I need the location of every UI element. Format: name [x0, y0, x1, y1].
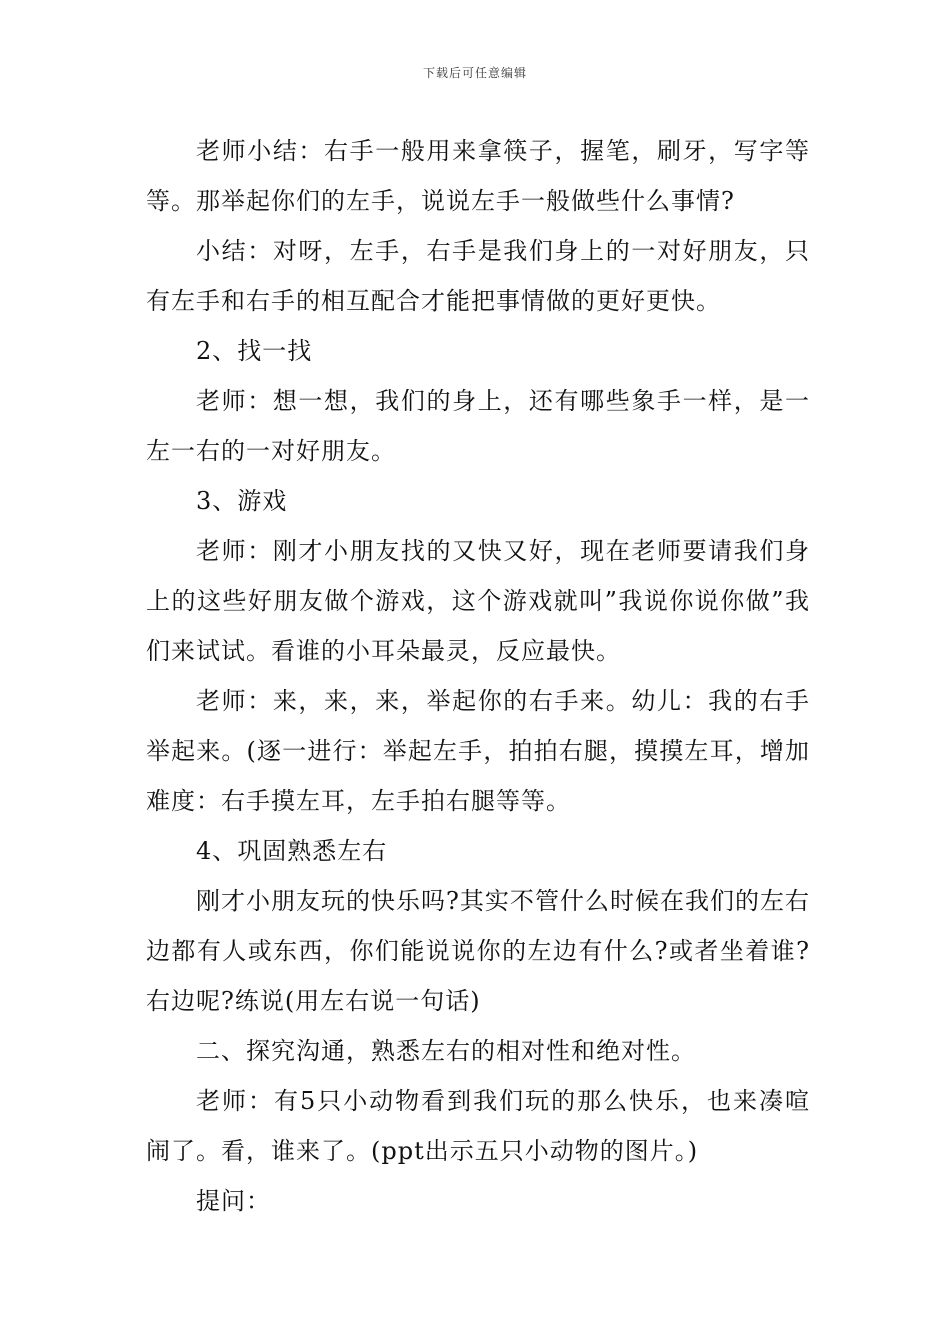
paragraph-teacher-come: 老师：来，来，来，举起你的右手来。幼儿：我的右手举起来。(逐一进行：举起左手，拍拍右腿，摸摸左耳，增加难度：右手摸左耳，左手拍右腿等等。: [146, 687, 810, 815]
paragraph-teacher-animals: 老师：有5只小动物看到我们玩的那么快乐，也来凑喧闹了。看，谁来了。(ppt出示五只小动物的图片。): [146, 1087, 810, 1165]
paragraph-summary: 小结：对呀，左手，右手是我们身上的一对好朋友，只有左手和右手的相互配合才能把事情做的更好更快。: [146, 237, 810, 315]
section-heading-game: 3、游戏: [196, 487, 288, 515]
page-header-note: 下载后可任意编辑: [422, 66, 527, 80]
section-heading-find: 2、找一找: [196, 337, 313, 365]
document-body: [146, 126, 810, 1226]
section-heading-consolidate: 4、巩固熟悉左右: [196, 837, 388, 865]
paragraph-teacher-think: 老师：想一想，我们的身上，还有哪些象手一样，是一左一右的一对好朋友。: [146, 387, 810, 465]
paragraph-question: 提问：: [196, 1187, 271, 1215]
paragraph-left-right-practice: 刚才小朋友玩的快乐吗?其实不管什么时候在我们的左右边都有人或东西，你们能说说你的左边有什么?或者坐着谁?右边呢?练说(用左右说一句话): [146, 887, 810, 1015]
paragraph-teacher-game: 老师：刚才小朋友找的又快又好，现在老师要请我们身上的这些好朋友做个游戏，这个游戏就叫”我说你说你做”我们来试试。看谁的小耳朵最灵，反应最快。: [146, 537, 810, 665]
section-heading-explore: 二、探究沟通，熟悉左右的相对性和绝对性。: [196, 1037, 696, 1065]
paragraph-teacher-summary: 老师小结：右手一般用来拿筷子，握笔，刷牙，写字等等。那举起你们的左手，说说左手一般做些什么事情?: [146, 137, 810, 215]
